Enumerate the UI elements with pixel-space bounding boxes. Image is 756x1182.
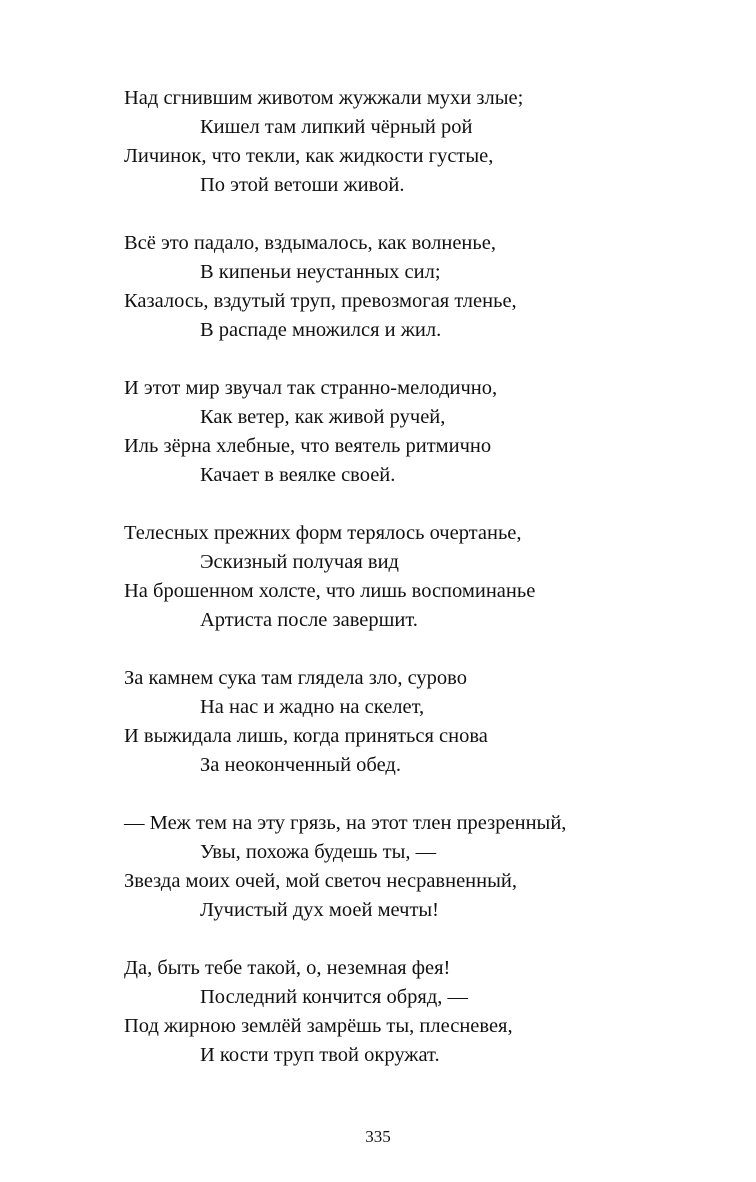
stanza-2 bbox=[124, 229, 724, 345]
verse-line-indented: Артиста после завершит. bbox=[200, 609, 418, 631]
verse-line-indented: Эскизный получая вид bbox=[200, 551, 399, 573]
verse-line-indented: В кипеньи неустанных сил; bbox=[200, 261, 441, 283]
verse-line: И этот мир звучал так странно-мелодично, bbox=[124, 377, 498, 399]
verse-line: Иль зёрна хлебные, что веятель ритмично bbox=[124, 435, 492, 457]
verse-line-indented: Кишел там липкий чёрный рой bbox=[200, 116, 473, 138]
verse-line-indented: Качает в веялке своей. bbox=[200, 464, 396, 486]
stanza-3 bbox=[124, 374, 724, 490]
poem-body bbox=[124, 84, 724, 1099]
verse-line: Телесных прежних форм терялось очертанье, bbox=[124, 522, 522, 544]
stanza-1 bbox=[124, 84, 724, 200]
verse-line-indented: Как ветер, как живой ручей, bbox=[200, 406, 446, 428]
verse-line-indented: По этой ветоши живой. bbox=[200, 174, 405, 196]
stanza-5 bbox=[124, 664, 724, 780]
verse-line: И выжидала лишь, когда приняться снова bbox=[124, 725, 488, 747]
verse-line-indented: За неоконченный обед. bbox=[200, 754, 401, 776]
verse-line: Под жирною землёй замрёшь ты, плесневея, bbox=[124, 1015, 513, 1037]
verse-line: Всё это падало, вздымалось, как волненье, bbox=[124, 232, 496, 254]
verse-line: Звезда моих очей, мой светоч несравненный, bbox=[124, 870, 517, 892]
stanza-7 bbox=[124, 954, 724, 1070]
verse-line-indented: И кости труп твой окружат. bbox=[200, 1044, 440, 1066]
verse-line-indented: Последний кончится обряд, — bbox=[200, 986, 469, 1008]
verse-line: Над сгнившим животом жужжали мухи злые; bbox=[124, 87, 524, 109]
verse-line-indented: Увы, похожа будешь ты, — bbox=[200, 841, 437, 863]
page-number: 335 bbox=[365, 1127, 391, 1146]
verse-line-indented: На нас и жадно на скелет, bbox=[200, 696, 425, 718]
verse-line: Личинок, что текли, как жидкости густые, bbox=[124, 145, 494, 167]
stanza-6 bbox=[124, 809, 724, 925]
verse-line-indented: В распаде множился и жил. bbox=[200, 319, 442, 341]
verse-line-indented: Лучистый дух моей мечты! bbox=[200, 899, 440, 921]
verse-line: За камнем сука там глядела зло, сурово bbox=[124, 667, 467, 689]
verse-line: Казалось, вздутый труп, превозмогая тленье, bbox=[124, 290, 517, 312]
stanza-4 bbox=[124, 519, 724, 635]
verse-line: — Меж тем на эту грязь, на этот тлен презренный, bbox=[124, 812, 567, 834]
verse-line: Да, быть тебе такой, о, неземная фея! bbox=[124, 957, 451, 979]
verse-line: На брошенном холсте, что лишь воспоминанье bbox=[124, 580, 536, 602]
